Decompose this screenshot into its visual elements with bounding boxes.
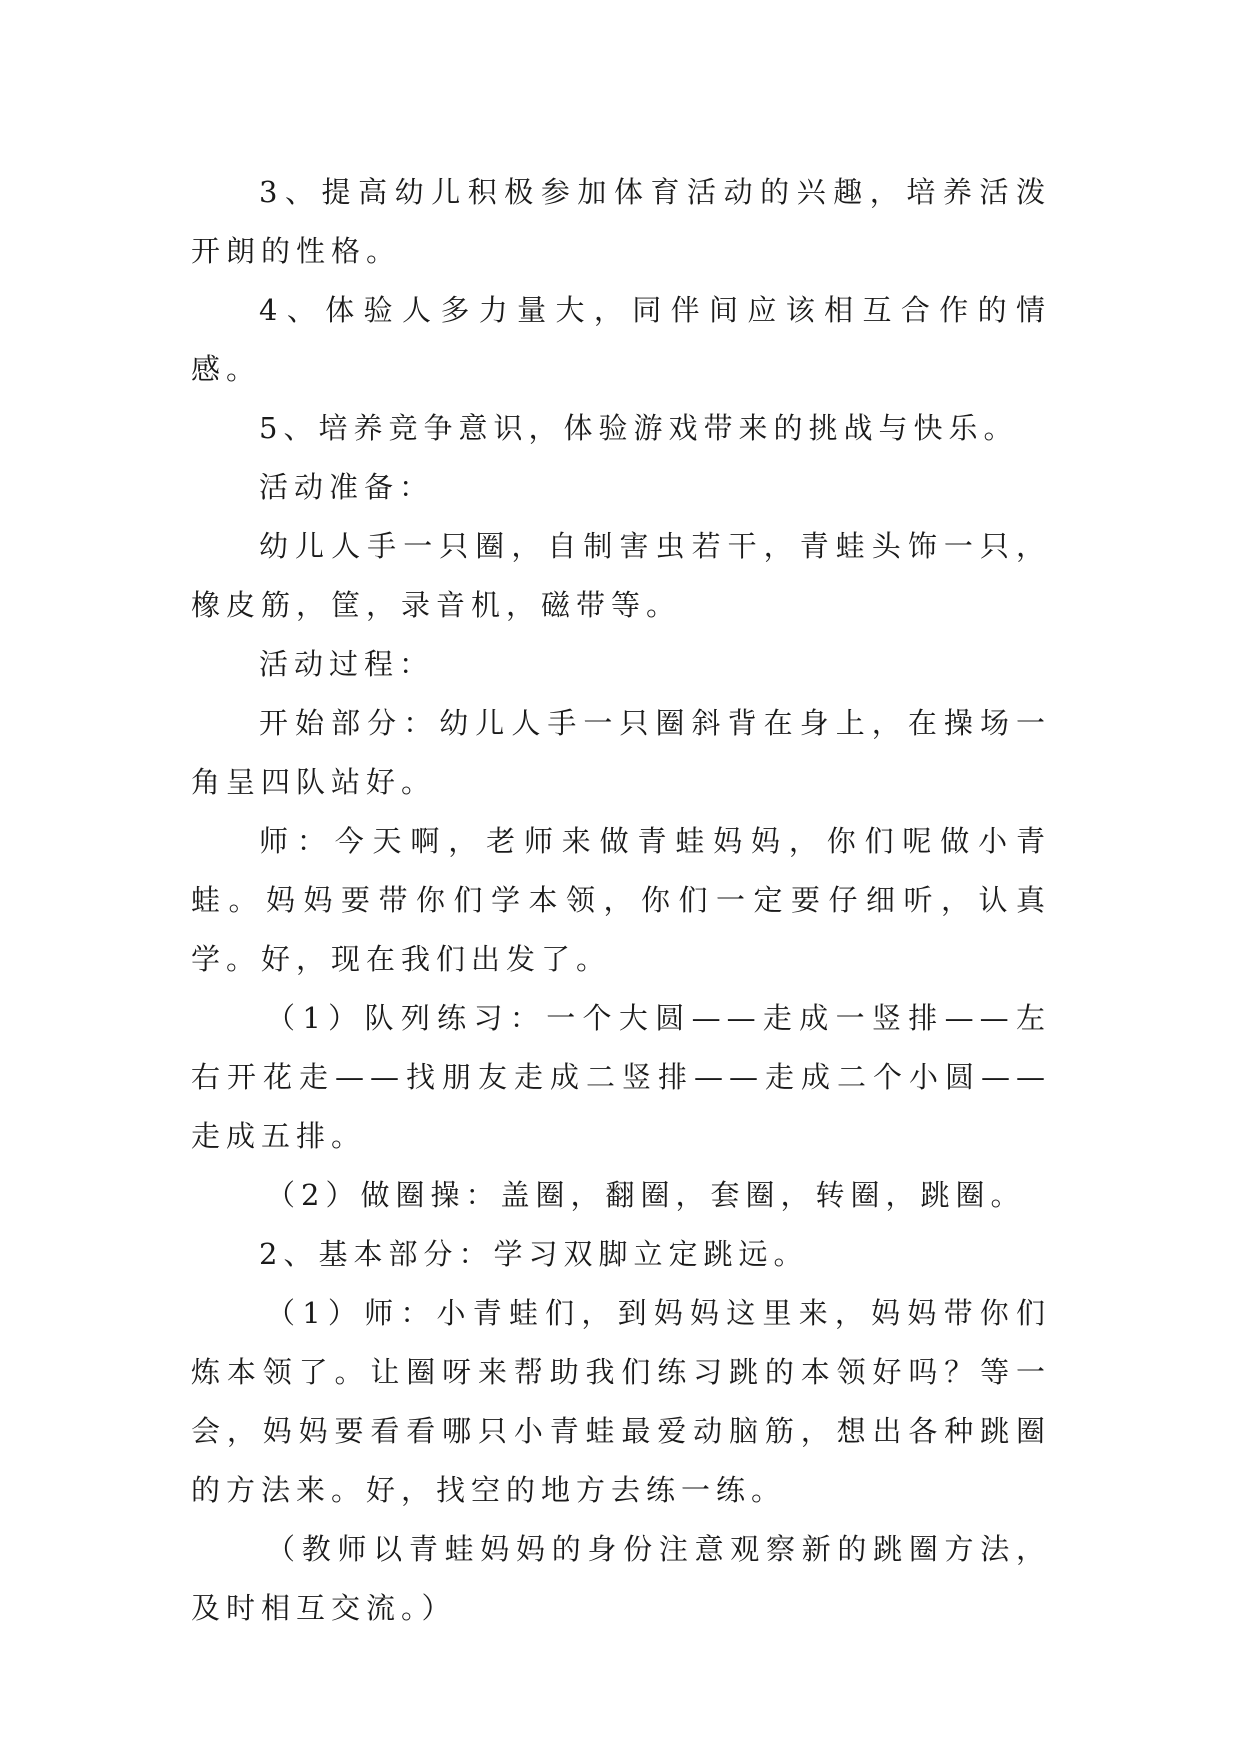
teacher-speech-paragraph: 师：今天啊，老师来做青蛙妈妈，你们呢做小青蛙。妈妈要带你们学本领，你们一定要仔细听，认真学。好，现在我们出发了。 (191, 824, 1051, 976)
preparation-heading: 活动准备： (259, 470, 435, 504)
document-body (191, 163, 1051, 1638)
basic-part-heading: 2、基本部分：学习双脚立定跳远。 (259, 1237, 809, 1271)
goal-paragraph-3: 3、提高幼儿积极参加体育活动的兴趣，培养活泼开朗的性格。 (191, 175, 1051, 268)
teacher-observation-paragraph: （教师以青蛙妈妈的身份注意观察新的跳圈方法，及时相互交流。） (191, 1532, 1051, 1625)
teacher-instruction-paragraph: （1）师：小青蛙们，到妈妈这里来，妈妈带你们炼本领了。让圈呀来帮助我们练习跳的本领好吗？等一会，妈妈要看看哪只小青蛙最爱动脑筋，想出各种跳圈的方法来。好，找空的地方去练一练。 (191, 1296, 1051, 1507)
hoop-exercise-paragraph: （2）做圈操：盖圈，翻圈，套圈，转圈，跳圈。 (266, 1178, 1026, 1212)
preparation-paragraph: 幼儿人手一只圈，自制害虫若干，青蛙头饰一只，橡皮筋，筐，录音机，磁带等。 (191, 529, 1051, 622)
process-heading: 活动过程： (259, 647, 435, 681)
opening-paragraph: 开始部分：幼儿人手一只圈斜背在身上，在操场一角呈四队站好。 (191, 706, 1051, 799)
goal-paragraph-4: 4、体验人多力量大，同伴间应该相互合作的情感。 (191, 293, 1051, 386)
formation-drill-paragraph: （1）队列练习：一个大圆——走成一竖排——左右开花走——找朋友走成二竖排——走成二个小圆——走成五排。 (191, 1001, 1051, 1153)
goal-paragraph-5: 5、培养竞争意识，体验游戏带来的挑战与快乐。 (259, 411, 1019, 445)
